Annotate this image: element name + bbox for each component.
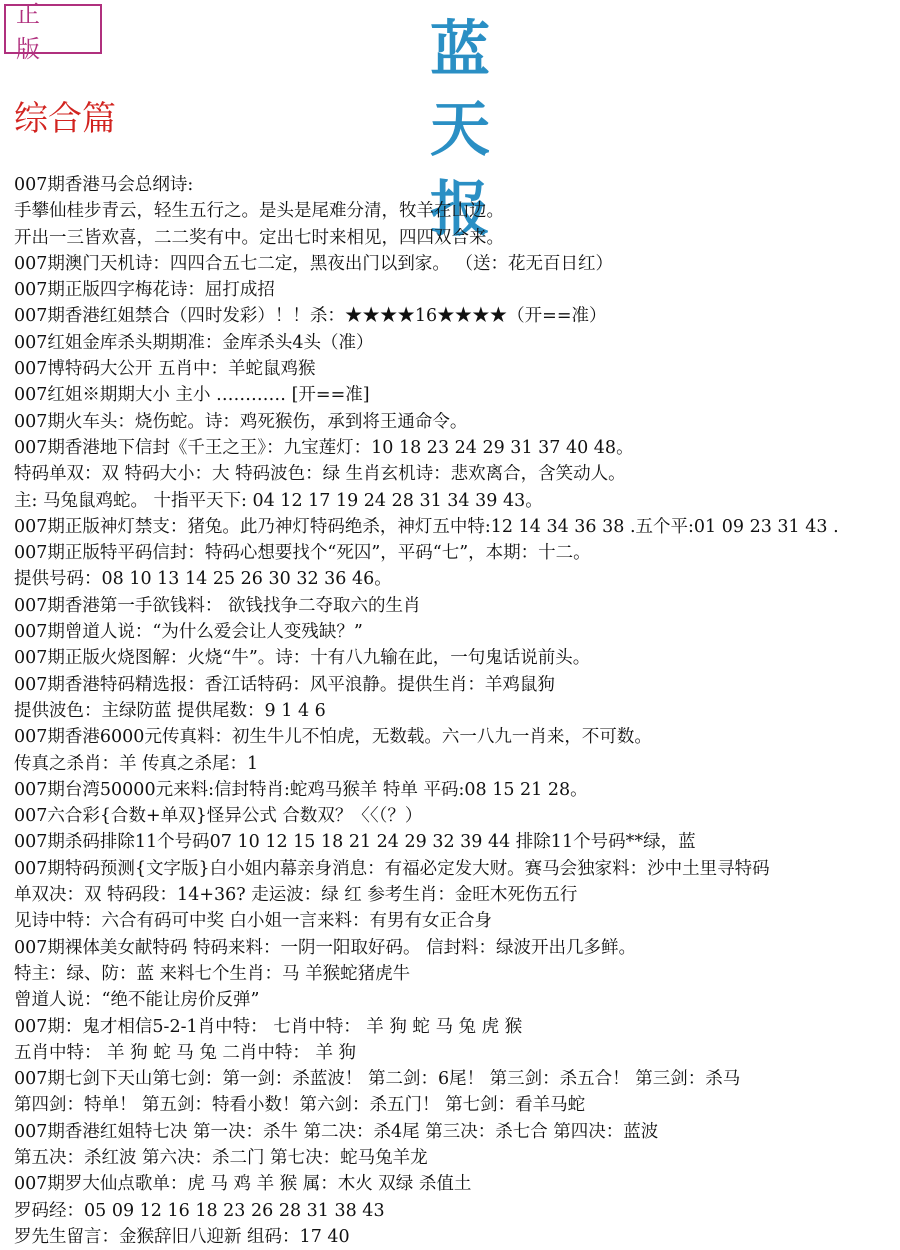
content-line: 007期正版神灯禁支：猪兔。此乃神灯特码绝杀，神灯五中特:12 14 34 36 38 .五个平:01 09 23 31 43 . [14, 516, 839, 537]
content-line: 007期香港马会总纲诗: [14, 175, 194, 195]
content-line: 第四剑：特单！ 第五剑：特看小数！第六剑：杀五门！ 第七剑：看羊马蛇 [14, 1095, 586, 1116]
content-line: 007期香港第一手欲钱料： 欲钱找争二夺取六的生肖 [14, 595, 421, 616]
content-line: 五肖中特： 羊 狗 蛇 马 兔 二肖中特： 羊 狗 [14, 1042, 357, 1063]
content-line: 007期七剑下天山第七剑：第一剑：杀蓝波！ 第二剑：6尾！ 第三剑：杀五合！ 第三剑：杀马 [14, 1069, 741, 1090]
content-line: 007期正版特平码信封：特码心想要找个“死囚”，平码“七”，本期：十二。 [14, 543, 591, 564]
content-line: 007六合彩{合数+单双}怪异公式 合数双？〈〈（？） [14, 806, 423, 827]
newspaper-title: 蓝 天 报 [430, 15, 538, 245]
content-line: 特码单双：双 特码大小：大 特码波色：绿 生肖玄机诗：悲欢离合，含笑动人。 [14, 464, 626, 485]
content-line: 曾道人说：“绝不能让房价反弹” [14, 990, 260, 1011]
content-line: 见诗中特：六合有码可中奖 白小姐一言来料：有男有女正合身 [14, 911, 493, 932]
content-line: 007红姐金库杀头期期准：金库杀头4头（准） [14, 332, 374, 353]
content-line: 特主：绿、防：蓝 来料七个生肖：马 羊猴蛇猪虎牛 [14, 963, 411, 984]
content-line: 007期香港红姐禁合（四时发彩）！！杀：★★★★16★★★★（开==准） [14, 306, 607, 327]
content-line: 007期罗大仙点歌单：虎 马 鸡 羊 猴 属：木火 双绿 杀值土 [14, 1174, 472, 1195]
content-line: 007期火车头：烧伤蛇。诗：鸡死猴伤，承到将王通命令。 [14, 411, 468, 432]
content-line: 007期正版四字梅花诗：屈打成招 [14, 280, 275, 301]
content-line: 第五决：杀红波 第六决：杀二门 第七决：蛇马兔羊龙 [14, 1147, 428, 1168]
content-line: 007期正版火烧图解：火烧“牛”。诗：十有八九输在此，一句鬼话说前头。 [14, 648, 591, 669]
section-title: 综合篇 [14, 99, 116, 139]
content-line: 提供波色：主绿防蓝 提供尾数：9 1 4 6 [14, 700, 326, 721]
content-line: 手攀仙桂步青云，轻生五行之。是头是尾难分清，牧羊在山边。 [14, 201, 504, 222]
content-lines [14, 172, 898, 1250]
edition-badge [4, 0, 102, 63]
content-line: 007期裸体美女献特码 特码来料：一阴一阳取好码。 信封料：绿波开出几多鲜。 [14, 937, 637, 958]
content-line: 007期：鬼才相信5-2-1肖中特： 七肖中特： 羊 狗 蛇 马 兔 虎 猴 [14, 1016, 523, 1037]
content-line: 007博特码大公开 五肖中：羊蛇鼠鸡猴 [14, 359, 316, 380]
content-line: 007期香港6000元传真料：初生牛儿不怕虎，无数载。六一八九一肖来，不可数。 [14, 727, 652, 748]
content-line: 007红姐※期期大小 主小 ………… [开==准] [14, 385, 370, 406]
edition-badge-label: 正 版 [16, 0, 54, 63]
content-line: 提供号码：08 10 13 14 25 26 30 32 36 46。 [14, 569, 392, 590]
content-line: 单双决：双 特码段：14+36? 走运波：绿 红 参考生肖：金旺木死伤五行 [14, 885, 578, 906]
content-line: 007期香港特码精选报：香江话特码：风平浪静。提供生肖：羊鸡鼠狗 [14, 674, 555, 695]
content-line: 传真之杀肖：羊 传真之杀尾：1 [14, 753, 259, 774]
content-line: 罗码经：05 09 12 16 18 23 26 28 31 38 43 [14, 1200, 385, 1221]
content-line: 主: 马兔鼠鸡蛇。 十指平天下: 04 12 17 19 24 28 31 34 39 43。 [14, 490, 543, 511]
content-line: 007期杀码排除11个号码07 10 12 15 18 21 24 29 32 39 44 排除11个号码**绿，蓝 [14, 832, 696, 853]
content-line: 007期特码预测{文字版}白小姐内幕亲身消息：有福必定发大财。赛马会独家料：沙中土里寻特码 [14, 858, 770, 879]
content-line: 007期香港红姐特七决 第一决：杀牛 第二决：杀4尾 第三决：杀七合 第四决：蓝波 [14, 1121, 659, 1142]
content-line: 007期澳门天机诗：四四合五七二定，黑夜出门以到家。 （送：花无百日红） [14, 253, 613, 274]
content-line: 罗先生留言：金猴辞旧八迎新 组码：17 40 [14, 1226, 350, 1247]
content-line: 007期曾道人说：“为什么爱会让人变残缺？” [14, 622, 363, 643]
content-line: 007期台湾50000元来料:信封特肖:蛇鸡马猴羊 特单 平码:08 15 21 28。 [14, 779, 588, 800]
content-line: 007期香港地下信封《千王之王》：九宝莲灯：10 18 23 24 29 31 37 40 48。 [14, 437, 634, 458]
content-line: 开出一三皆欢喜，二二奖有中。定出七时来相见，四四双合来。 [14, 227, 504, 248]
